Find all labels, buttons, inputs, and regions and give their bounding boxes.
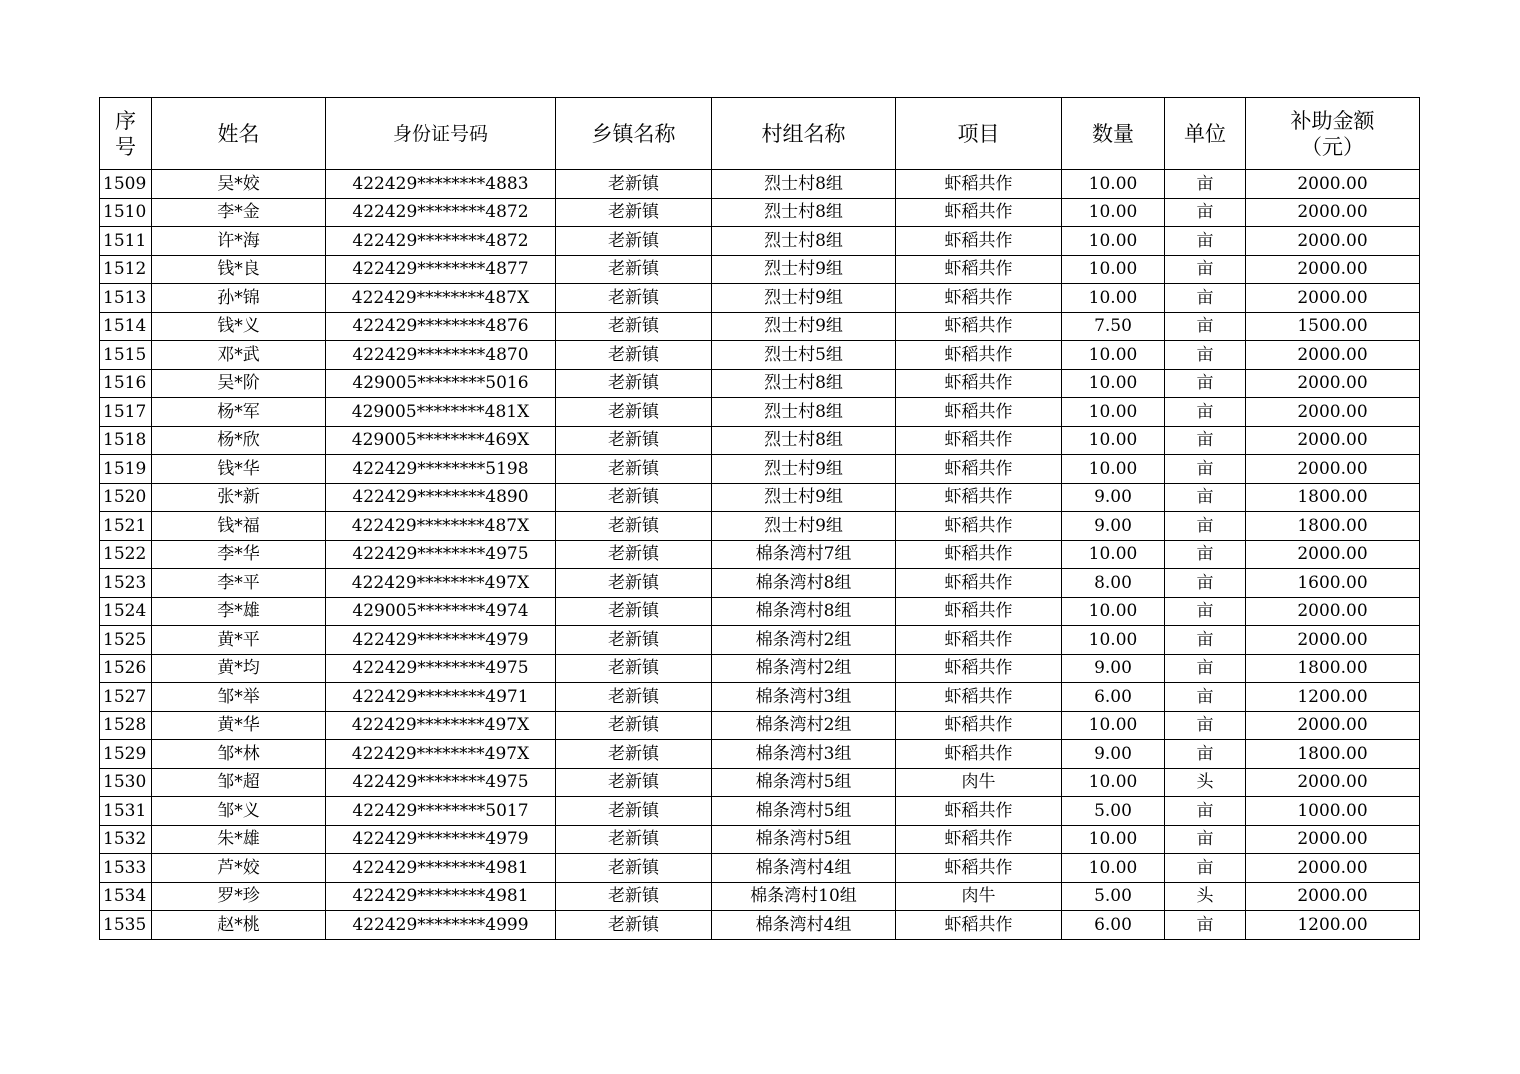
cell-amount: 1800.00 — [1246, 512, 1420, 541]
cell-project: 虾稻共作 — [896, 426, 1062, 455]
cell-seq: 1519 — [100, 455, 152, 484]
cell-seq: 1524 — [100, 597, 152, 626]
cell-name: 张*新 — [152, 483, 326, 512]
cell-amount: 1600.00 — [1246, 569, 1420, 598]
cell-project: 虾稻共作 — [896, 312, 1062, 341]
table-row — [100, 455, 1420, 484]
cell-town: 老新镇 — [556, 740, 712, 769]
cell-village: 烈士村9组 — [712, 284, 896, 313]
cell-quantity: 10.00 — [1062, 284, 1165, 313]
cell-seq: 1522 — [100, 540, 152, 569]
cell-name: 邹*义 — [152, 797, 326, 826]
cell-seq: 1534 — [100, 882, 152, 911]
cell-amount: 2000.00 — [1246, 597, 1420, 626]
cell-project: 虾稻共作 — [896, 740, 1062, 769]
table-row — [100, 341, 1420, 370]
cell-unit: 亩 — [1165, 369, 1246, 398]
cell-seq: 1518 — [100, 426, 152, 455]
cell-amount: 1500.00 — [1246, 312, 1420, 341]
cell-town: 老新镇 — [556, 882, 712, 911]
cell-town: 老新镇 — [556, 683, 712, 712]
table-row — [100, 740, 1420, 769]
cell-unit: 亩 — [1165, 255, 1246, 284]
cell-quantity: 10.00 — [1062, 711, 1165, 740]
cell-id-number: 422429********4872 — [326, 227, 556, 256]
cell-unit: 亩 — [1165, 170, 1246, 199]
cell-unit: 亩 — [1165, 854, 1246, 883]
table-row — [100, 369, 1420, 398]
cell-quantity: 10.00 — [1062, 170, 1165, 199]
cell-name: 邓*武 — [152, 341, 326, 370]
cell-quantity: 9.00 — [1062, 483, 1165, 512]
cell-seq: 1523 — [100, 569, 152, 598]
table-row — [100, 540, 1420, 569]
cell-quantity: 10.00 — [1062, 825, 1165, 854]
cell-amount: 2000.00 — [1246, 854, 1420, 883]
cell-project: 虾稻共作 — [896, 455, 1062, 484]
cell-amount: 2000.00 — [1246, 198, 1420, 227]
cell-quantity: 9.00 — [1062, 512, 1165, 541]
cell-quantity: 6.00 — [1062, 683, 1165, 712]
cell-village: 烈士村8组 — [712, 369, 896, 398]
cell-id-number: 422429********4876 — [326, 312, 556, 341]
cell-unit: 亩 — [1165, 540, 1246, 569]
cell-village: 棉条湾村5组 — [712, 768, 896, 797]
cell-town: 老新镇 — [556, 540, 712, 569]
header-row — [100, 98, 1420, 170]
cell-seq: 1513 — [100, 284, 152, 313]
cell-unit: 亩 — [1165, 341, 1246, 370]
cell-unit: 亩 — [1165, 398, 1246, 427]
cell-project: 肉牛 — [896, 768, 1062, 797]
cell-village: 棉条湾村3组 — [712, 740, 896, 769]
cell-id-number: 422429********497X — [326, 711, 556, 740]
cell-unit: 亩 — [1165, 740, 1246, 769]
header-project: 项目 — [896, 98, 1062, 170]
cell-village: 烈士村9组 — [712, 455, 896, 484]
header-town: 乡镇名称 — [556, 98, 712, 170]
cell-id-number: 422429********4890 — [326, 483, 556, 512]
cell-town: 老新镇 — [556, 341, 712, 370]
cell-town: 老新镇 — [556, 654, 712, 683]
cell-unit: 亩 — [1165, 683, 1246, 712]
cell-name: 朱*雄 — [152, 825, 326, 854]
cell-town: 老新镇 — [556, 284, 712, 313]
cell-quantity: 5.00 — [1062, 797, 1165, 826]
cell-village: 棉条湾村8组 — [712, 569, 896, 598]
cell-amount: 2000.00 — [1246, 768, 1420, 797]
cell-town: 老新镇 — [556, 227, 712, 256]
cell-project: 虾稻共作 — [896, 341, 1062, 370]
cell-project: 虾稻共作 — [896, 711, 1062, 740]
header-unit: 单位 — [1165, 98, 1246, 170]
cell-amount: 2000.00 — [1246, 426, 1420, 455]
cell-id-number: 429005********4974 — [326, 597, 556, 626]
cell-unit: 亩 — [1165, 626, 1246, 655]
cell-seq: 1527 — [100, 683, 152, 712]
cell-village: 烈士村9组 — [712, 483, 896, 512]
cell-amount: 2000.00 — [1246, 170, 1420, 199]
table-row — [100, 398, 1420, 427]
cell-amount: 2000.00 — [1246, 825, 1420, 854]
cell-village: 棉条湾村4组 — [712, 854, 896, 883]
cell-quantity: 10.00 — [1062, 227, 1165, 256]
cell-project: 虾稻共作 — [896, 683, 1062, 712]
cell-unit: 亩 — [1165, 569, 1246, 598]
cell-id-number: 422429********4975 — [326, 768, 556, 797]
cell-name: 杨*军 — [152, 398, 326, 427]
cell-amount: 2000.00 — [1246, 882, 1420, 911]
cell-unit: 头 — [1165, 882, 1246, 911]
cell-village: 棉条湾村8组 — [712, 597, 896, 626]
cell-town: 老新镇 — [556, 854, 712, 883]
cell-id-number: 422429********4975 — [326, 654, 556, 683]
cell-quantity: 5.00 — [1062, 882, 1165, 911]
cell-unit: 亩 — [1165, 227, 1246, 256]
cell-amount: 2000.00 — [1246, 227, 1420, 256]
cell-village: 烈士村8组 — [712, 398, 896, 427]
cell-unit: 亩 — [1165, 597, 1246, 626]
cell-id-number: 422429********4975 — [326, 540, 556, 569]
cell-town: 老新镇 — [556, 426, 712, 455]
header-amount: 补助金额 （元） — [1246, 98, 1420, 170]
cell-unit: 亩 — [1165, 284, 1246, 313]
cell-seq: 1529 — [100, 740, 152, 769]
cell-seq: 1517 — [100, 398, 152, 427]
cell-village: 棉条湾村10组 — [712, 882, 896, 911]
cell-quantity: 10.00 — [1062, 398, 1165, 427]
cell-amount: 2000.00 — [1246, 398, 1420, 427]
cell-name: 李*雄 — [152, 597, 326, 626]
cell-id-number: 422429********487X — [326, 512, 556, 541]
cell-quantity: 10.00 — [1062, 626, 1165, 655]
table-row — [100, 569, 1420, 598]
cell-seq: 1521 — [100, 512, 152, 541]
cell-name: 芦*姣 — [152, 854, 326, 883]
cell-project: 虾稻共作 — [896, 540, 1062, 569]
cell-amount: 2000.00 — [1246, 255, 1420, 284]
cell-town: 老新镇 — [556, 626, 712, 655]
cell-quantity: 10.00 — [1062, 455, 1165, 484]
cell-name: 邹*超 — [152, 768, 326, 797]
cell-id-number: 429005********5016 — [326, 369, 556, 398]
table-row — [100, 654, 1420, 683]
header-id-number: 身份证号码 — [326, 98, 556, 170]
table-row — [100, 426, 1420, 455]
table-row — [100, 198, 1420, 227]
cell-unit: 亩 — [1165, 455, 1246, 484]
cell-amount: 1800.00 — [1246, 740, 1420, 769]
cell-id-number: 422429********4870 — [326, 341, 556, 370]
cell-town: 老新镇 — [556, 911, 712, 940]
cell-quantity: 10.00 — [1062, 597, 1165, 626]
table-row — [100, 882, 1420, 911]
cell-quantity: 10.00 — [1062, 341, 1165, 370]
cell-village: 棉条湾村5组 — [712, 797, 896, 826]
cell-amount: 2000.00 — [1246, 341, 1420, 370]
cell-seq: 1531 — [100, 797, 152, 826]
cell-project: 虾稻共作 — [896, 198, 1062, 227]
cell-id-number: 422429********5017 — [326, 797, 556, 826]
cell-project: 虾稻共作 — [896, 255, 1062, 284]
cell-amount: 1200.00 — [1246, 911, 1420, 940]
cell-seq: 1515 — [100, 341, 152, 370]
header-seq: 序 号 — [100, 98, 152, 170]
cell-name: 杨*欣 — [152, 426, 326, 455]
cell-name: 黄*平 — [152, 626, 326, 655]
cell-amount: 2000.00 — [1246, 284, 1420, 313]
cell-project: 肉牛 — [896, 882, 1062, 911]
cell-unit: 头 — [1165, 768, 1246, 797]
table-row — [100, 512, 1420, 541]
cell-id-number: 422429********4999 — [326, 911, 556, 940]
table-row — [100, 711, 1420, 740]
cell-id-number: 429005********481X — [326, 398, 556, 427]
cell-name: 李*平 — [152, 569, 326, 598]
cell-name: 吴*姣 — [152, 170, 326, 199]
cell-name: 许*海 — [152, 227, 326, 256]
table-row — [100, 597, 1420, 626]
cell-village: 烈士村8组 — [712, 198, 896, 227]
cell-village: 烈士村9组 — [712, 255, 896, 284]
table-row — [100, 854, 1420, 883]
table-row — [100, 825, 1420, 854]
table-row — [100, 911, 1420, 940]
cell-village: 烈士村9组 — [712, 312, 896, 341]
cell-id-number: 422429********4883 — [326, 170, 556, 199]
cell-seq: 1511 — [100, 227, 152, 256]
cell-id-number: 422429********5198 — [326, 455, 556, 484]
cell-town: 老新镇 — [556, 312, 712, 341]
cell-unit: 亩 — [1165, 654, 1246, 683]
cell-quantity: 10.00 — [1062, 369, 1165, 398]
cell-seq: 1530 — [100, 768, 152, 797]
cell-quantity: 10.00 — [1062, 255, 1165, 284]
cell-seq: 1520 — [100, 483, 152, 512]
cell-town: 老新镇 — [556, 398, 712, 427]
cell-quantity: 10.00 — [1062, 426, 1165, 455]
cell-id-number: 422429********4872 — [326, 198, 556, 227]
cell-project: 虾稻共作 — [896, 854, 1062, 883]
cell-town: 老新镇 — [556, 825, 712, 854]
cell-project: 虾稻共作 — [896, 597, 1062, 626]
cell-village: 烈士村8组 — [712, 170, 896, 199]
cell-town: 老新镇 — [556, 369, 712, 398]
cell-name: 罗*珍 — [152, 882, 326, 911]
cell-seq: 1510 — [100, 198, 152, 227]
cell-seq: 1533 — [100, 854, 152, 883]
cell-project: 虾稻共作 — [896, 654, 1062, 683]
cell-project: 虾稻共作 — [896, 626, 1062, 655]
cell-amount: 1000.00 — [1246, 797, 1420, 826]
cell-project: 虾稻共作 — [896, 569, 1062, 598]
cell-amount: 2000.00 — [1246, 626, 1420, 655]
cell-name: 赵*桃 — [152, 911, 326, 940]
cell-village: 棉条湾村2组 — [712, 654, 896, 683]
cell-village: 棉条湾村4组 — [712, 911, 896, 940]
cell-quantity: 6.00 — [1062, 911, 1165, 940]
cell-name: 邹*林 — [152, 740, 326, 769]
cell-unit: 亩 — [1165, 825, 1246, 854]
cell-name: 黄*华 — [152, 711, 326, 740]
table-row — [100, 768, 1420, 797]
cell-amount: 2000.00 — [1246, 369, 1420, 398]
cell-amount: 1800.00 — [1246, 654, 1420, 683]
cell-seq: 1528 — [100, 711, 152, 740]
cell-unit: 亩 — [1165, 512, 1246, 541]
cell-village: 烈士村5组 — [712, 341, 896, 370]
cell-name: 吴*阶 — [152, 369, 326, 398]
cell-id-number: 429005********469X — [326, 426, 556, 455]
cell-unit: 亩 — [1165, 911, 1246, 940]
table-row — [100, 284, 1420, 313]
cell-seq: 1535 — [100, 911, 152, 940]
cell-amount: 2000.00 — [1246, 711, 1420, 740]
cell-name: 邹*举 — [152, 683, 326, 712]
cell-name: 孙*锦 — [152, 284, 326, 313]
cell-quantity: 10.00 — [1062, 854, 1165, 883]
cell-village: 棉条湾村2组 — [712, 711, 896, 740]
cell-town: 老新镇 — [556, 455, 712, 484]
cell-seq: 1526 — [100, 654, 152, 683]
table-row — [100, 170, 1420, 199]
cell-village: 烈士村8组 — [712, 227, 896, 256]
cell-seq: 1516 — [100, 369, 152, 398]
cell-seq: 1512 — [100, 255, 152, 284]
cell-unit: 亩 — [1165, 483, 1246, 512]
table-row — [100, 255, 1420, 284]
table-row — [100, 483, 1420, 512]
cell-unit: 亩 — [1165, 797, 1246, 826]
cell-town: 老新镇 — [556, 768, 712, 797]
cell-id-number: 422429********4981 — [326, 854, 556, 883]
cell-seq: 1532 — [100, 825, 152, 854]
cell-town: 老新镇 — [556, 797, 712, 826]
cell-name: 李*金 — [152, 198, 326, 227]
cell-id-number: 422429********4979 — [326, 626, 556, 655]
cell-town: 老新镇 — [556, 512, 712, 541]
cell-project: 虾稻共作 — [896, 398, 1062, 427]
cell-town: 老新镇 — [556, 711, 712, 740]
cell-id-number: 422429********4877 — [326, 255, 556, 284]
cell-village: 棉条湾村5组 — [712, 825, 896, 854]
cell-village: 棉条湾村3组 — [712, 683, 896, 712]
cell-village: 棉条湾村2组 — [712, 626, 896, 655]
cell-name: 钱*义 — [152, 312, 326, 341]
cell-project: 虾稻共作 — [896, 170, 1062, 199]
table-row — [100, 683, 1420, 712]
cell-project: 虾稻共作 — [896, 911, 1062, 940]
cell-seq: 1525 — [100, 626, 152, 655]
cell-id-number: 422429********497X — [326, 569, 556, 598]
cell-quantity: 9.00 — [1062, 654, 1165, 683]
cell-name: 钱*福 — [152, 512, 326, 541]
table-row — [100, 227, 1420, 256]
cell-project: 虾稻共作 — [896, 512, 1062, 541]
cell-unit: 亩 — [1165, 711, 1246, 740]
cell-id-number: 422429********4979 — [326, 825, 556, 854]
cell-unit: 亩 — [1165, 426, 1246, 455]
cell-quantity: 8.00 — [1062, 569, 1165, 598]
cell-amount: 2000.00 — [1246, 540, 1420, 569]
cell-village: 烈士村8组 — [712, 426, 896, 455]
header-name: 姓名 — [152, 98, 326, 170]
header-village: 村组名称 — [712, 98, 896, 170]
table-row — [100, 626, 1420, 655]
cell-unit: 亩 — [1165, 312, 1246, 341]
cell-name: 李*华 — [152, 540, 326, 569]
cell-id-number: 422429********4971 — [326, 683, 556, 712]
cell-project: 虾稻共作 — [896, 825, 1062, 854]
cell-town: 老新镇 — [556, 255, 712, 284]
cell-town: 老新镇 — [556, 198, 712, 227]
cell-village: 棉条湾村7组 — [712, 540, 896, 569]
cell-id-number: 422429********487X — [326, 284, 556, 313]
cell-name: 钱*华 — [152, 455, 326, 484]
table-row — [100, 312, 1420, 341]
cell-id-number: 422429********4981 — [326, 882, 556, 911]
header-quantity: 数量 — [1062, 98, 1165, 170]
cell-town: 老新镇 — [556, 597, 712, 626]
cell-quantity: 10.00 — [1062, 540, 1165, 569]
cell-amount: 1800.00 — [1246, 483, 1420, 512]
cell-quantity: 10.00 — [1062, 198, 1165, 227]
cell-town: 老新镇 — [556, 569, 712, 598]
cell-seq: 1509 — [100, 170, 152, 199]
cell-village: 烈士村9组 — [712, 512, 896, 541]
cell-project: 虾稻共作 — [896, 284, 1062, 313]
cell-project: 虾稻共作 — [896, 227, 1062, 256]
cell-project: 虾稻共作 — [896, 797, 1062, 826]
cell-unit: 亩 — [1165, 198, 1246, 227]
table-row — [100, 797, 1420, 826]
cell-project: 虾稻共作 — [896, 483, 1062, 512]
cell-name: 黄*均 — [152, 654, 326, 683]
cell-town: 老新镇 — [556, 483, 712, 512]
subsidy-table — [99, 97, 1420, 940]
cell-seq: 1514 — [100, 312, 152, 341]
cell-quantity: 9.00 — [1062, 740, 1165, 769]
cell-town: 老新镇 — [556, 170, 712, 199]
cell-quantity: 7.50 — [1062, 312, 1165, 341]
cell-quantity: 10.00 — [1062, 768, 1165, 797]
cell-name: 钱*良 — [152, 255, 326, 284]
cell-amount: 2000.00 — [1246, 455, 1420, 484]
cell-project: 虾稻共作 — [896, 369, 1062, 398]
cell-id-number: 422429********497X — [326, 740, 556, 769]
cell-amount: 1200.00 — [1246, 683, 1420, 712]
